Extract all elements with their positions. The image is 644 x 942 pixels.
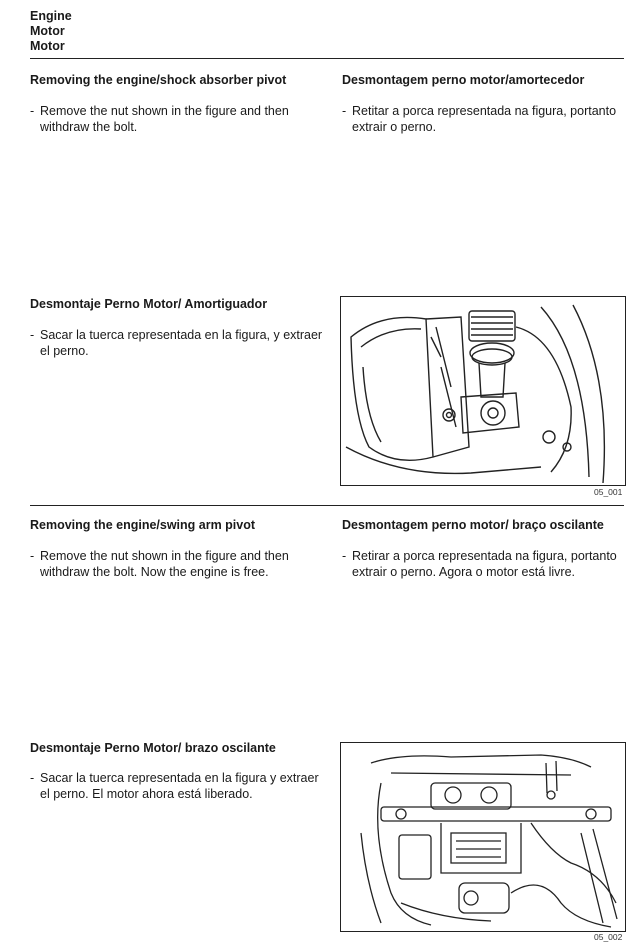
bullet-dash: - [342, 549, 347, 563]
section2-en-text: Remove the nut shown in the figure and then withdraw the bolt. Now the engine is free. [40, 549, 289, 579]
header-rule [30, 58, 624, 59]
section2-en-paragraph [30, 548, 330, 580]
figure-swing-arm-pivot [340, 742, 626, 932]
section2-pt-paragraph [342, 548, 626, 580]
figure-shock-absorber-pivot [340, 296, 626, 486]
section1-es-paragraph [30, 327, 330, 359]
figure-caption-05-002: 05_002 [594, 932, 623, 942]
swing-arm-pivot-illustration [341, 743, 625, 931]
header-title-es: Motor [30, 39, 65, 53]
section1-es-title: Desmontaje Perno Motor/ Amortiguador [30, 297, 268, 311]
shock-absorber-pivot-illustration [341, 297, 625, 485]
figure-caption-05-001: 05_001 [594, 487, 623, 497]
section1-es-text: Sacar la tuerca representada en la figura, y extraer el perno. [40, 328, 323, 358]
section1-en-paragraph [30, 103, 330, 135]
section-rule [30, 505, 624, 506]
section2-es-paragraph [30, 770, 330, 802]
section2-en-title: Removing the engine/swing arm pivot [30, 518, 256, 532]
section1-pt-paragraph [342, 103, 626, 135]
section2-pt-text: Retirar a porca representada na figura, portanto extrair o perno. Agora o motor está livre. [352, 549, 617, 579]
header-title-en: Engine [30, 9, 72, 23]
section2-es-title: Desmontaje Perno Motor/ brazo oscilante [30, 741, 276, 755]
section2-pt-title: Desmontagem perno motor/ braço oscilante [342, 518, 604, 532]
section1-pt-title: Desmontagem perno motor/amortecedor [342, 73, 585, 87]
section1-en-title: Removing the engine/shock absorber pivot [30, 73, 287, 87]
section2-es-text: Sacar la tuerca representada en la figura y extraer el perno. El motor ahora está liberado. [40, 771, 319, 801]
bullet-dash: - [30, 549, 35, 563]
bullet-dash: - [30, 771, 35, 785]
header-title-pt: Motor [30, 24, 65, 38]
section1-en-text: Remove the nut shown in the figure and then withdraw the bolt. [40, 104, 289, 134]
bullet-dash: - [30, 328, 35, 342]
bullet-dash: - [342, 104, 347, 118]
section1-pt-text: Retitar a porca representada na figura, portanto extrair o perno. [352, 104, 617, 134]
bullet-dash: - [30, 104, 35, 118]
page-header [30, 9, 72, 54]
